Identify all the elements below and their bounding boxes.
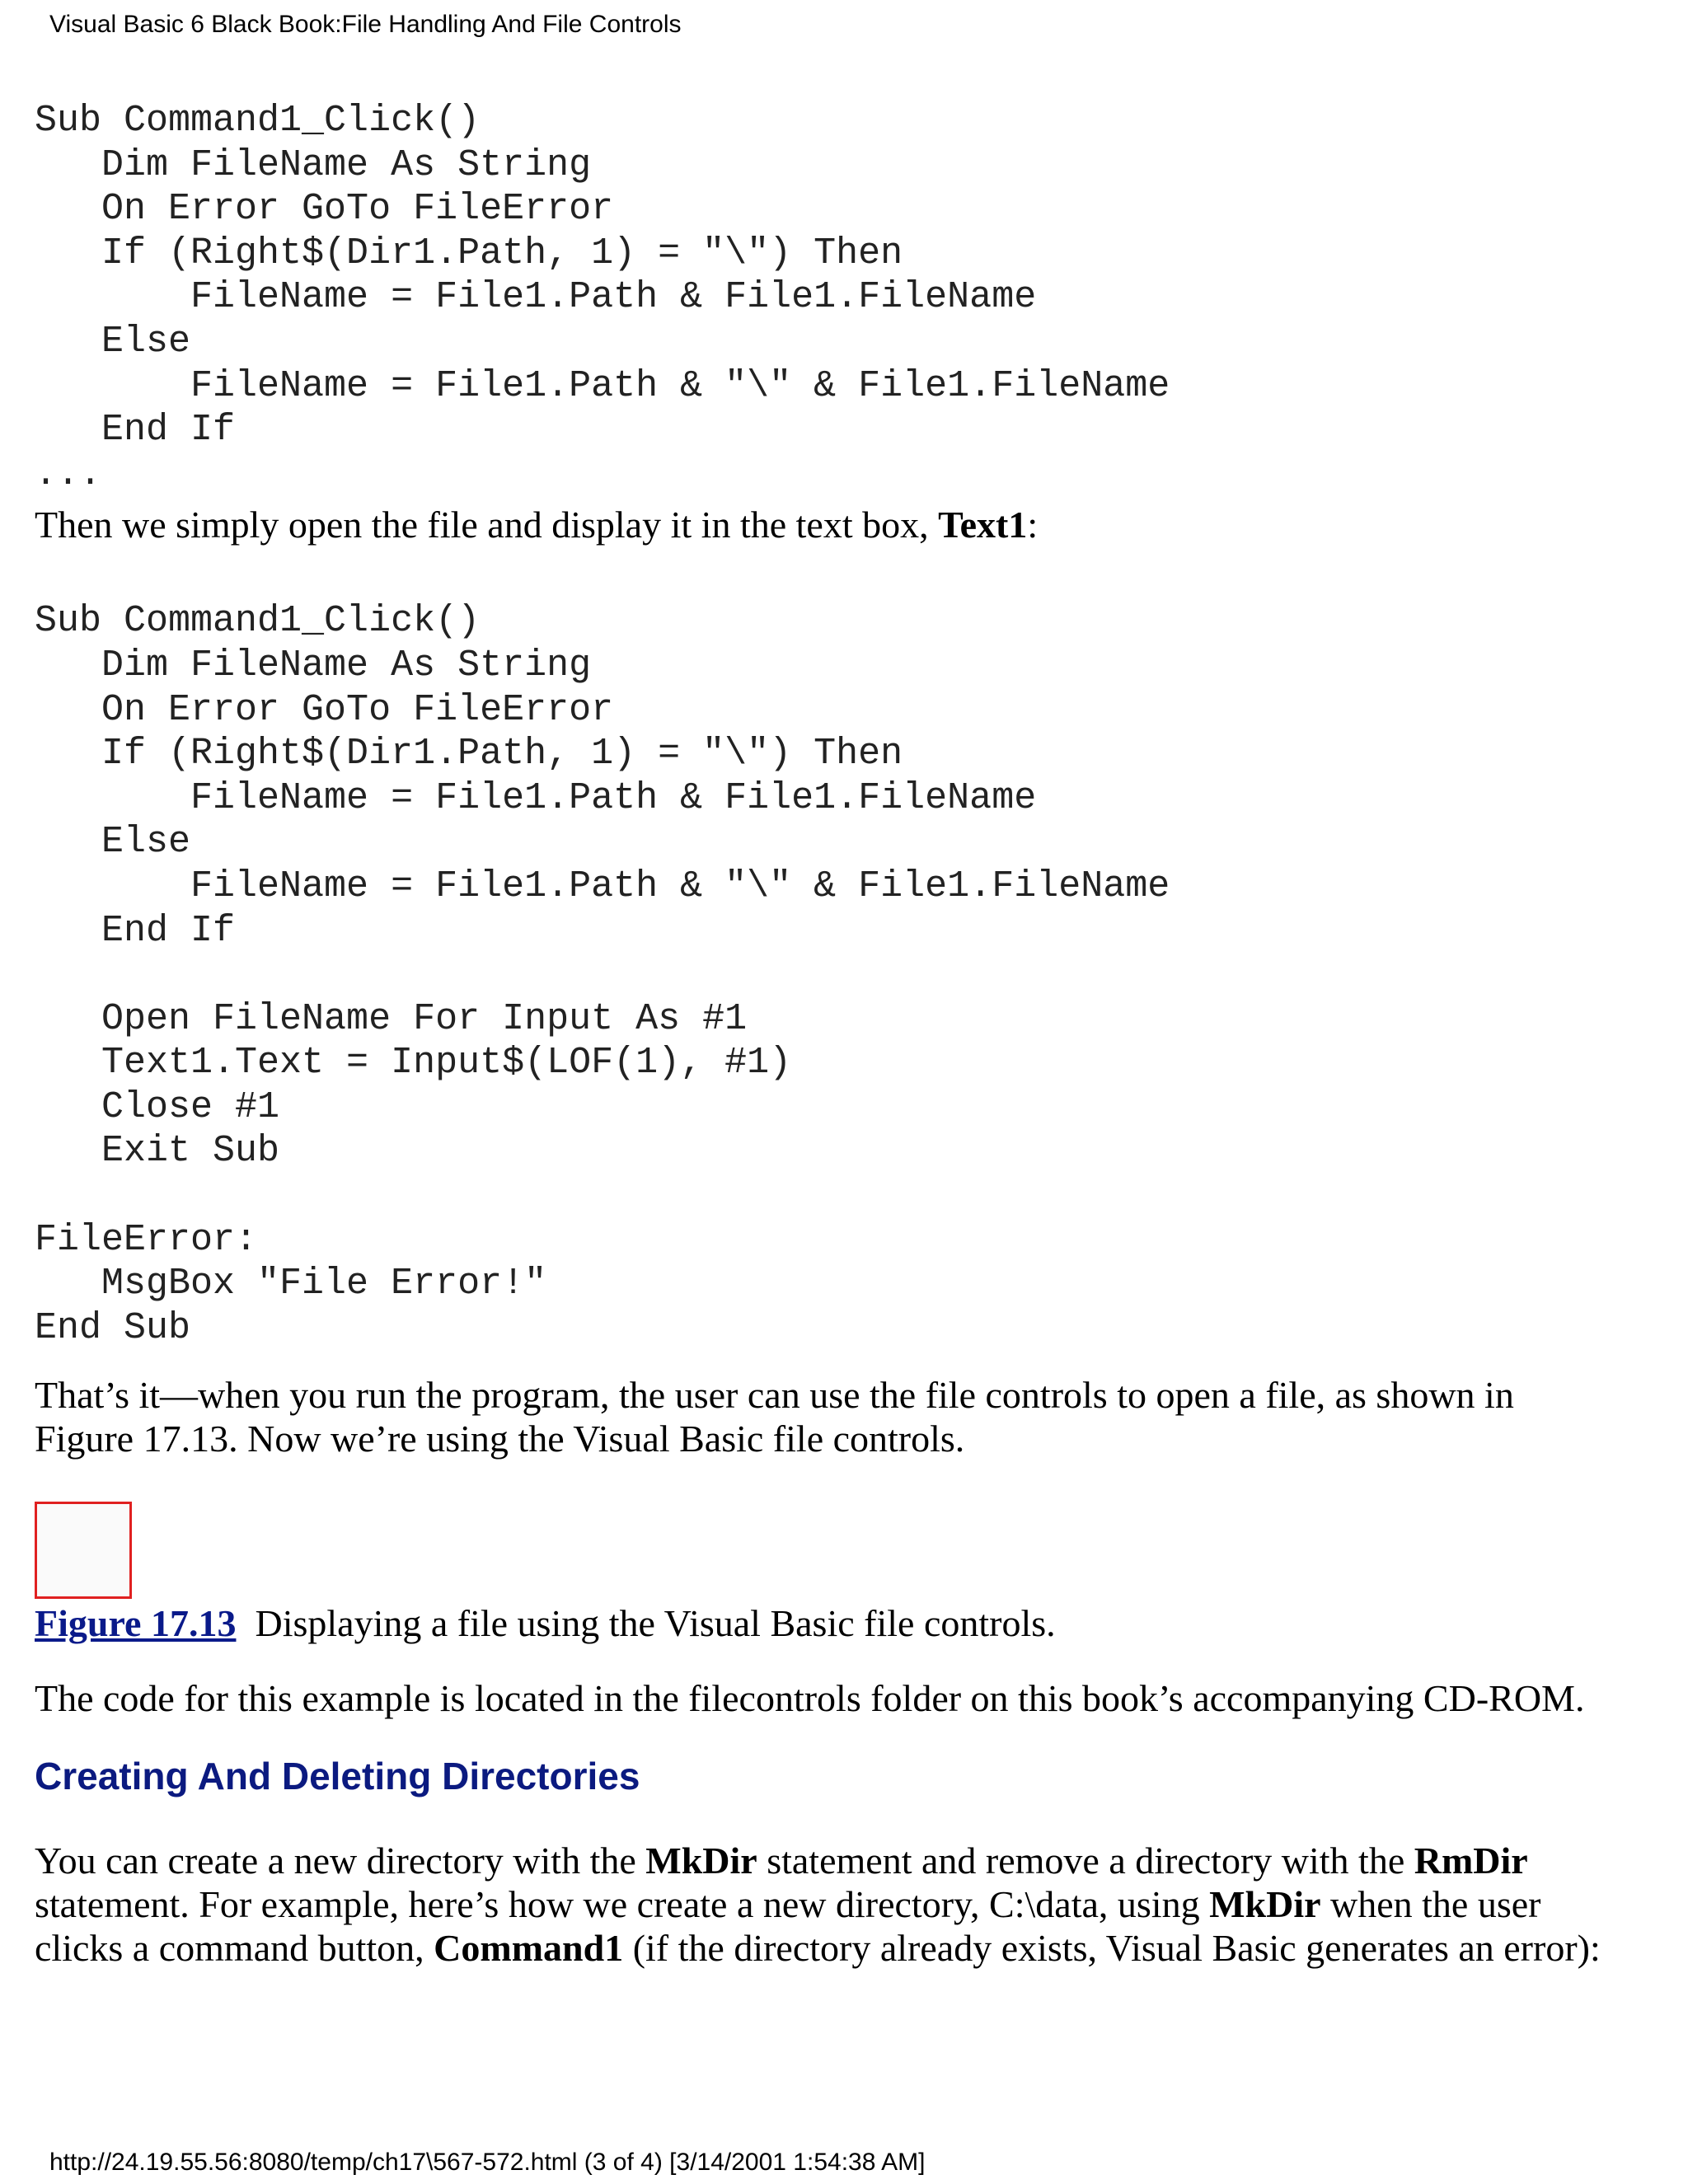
mkdir-text-1: You can create a new directory with the bbox=[35, 1840, 646, 1882]
paragraph-run-program-line-2: Figure 17.13. Now we’re using the Visual Basic file controls. bbox=[35, 1418, 965, 1460]
paragraph-mkdir bbox=[35, 1839, 1667, 1970]
mkdir-text-4: when the user bbox=[1320, 1883, 1541, 1926]
text1-keyword: Text1 bbox=[938, 504, 1028, 546]
broken-image-icon bbox=[35, 1502, 132, 1599]
paragraph-open-file-tail: : bbox=[1027, 504, 1039, 546]
document-body bbox=[35, 99, 1667, 1970]
section-heading: Creating And Deleting Directories bbox=[35, 1755, 640, 1798]
code-block-2: Sub Command1_Click() Dim FileName As String On Error GoTo FileError If (Right$(Dir1.Path, 1) = "\") Then FileName = File1.Path & File1.FileName Else FileName = File1.Path & "\" & File1.FileName End If Open FileName For Input As #1 Text1.Text = Input$(LOF(1), #1) Close #1 Exit Sub FileError: MsgBox "File Error!" End Sub bbox=[35, 600, 1170, 1349]
mkdir-text-6: (if the directory already exists, Visual Basic generates an error): bbox=[623, 1927, 1601, 1970]
figure-17-13-link[interactable]: Figure 17.13 bbox=[35, 1602, 237, 1645]
paragraph-run-program-line-1: That’s it—when you run the program, the user can use the file controls to open a file, as shown in bbox=[35, 1374, 1514, 1417]
mkdir-keyword: MkDir bbox=[645, 1840, 757, 1882]
page-header-title: Visual Basic 6 Black Book:File Handling And File Controls bbox=[49, 11, 682, 38]
command1-keyword: Command1 bbox=[434, 1927, 624, 1970]
paragraph-code-location: The code for this example is located in the filecontrols folder on this book’s accompanying CD-ROM. bbox=[35, 1677, 1585, 1720]
mkdir-text-3: statement. For example, here’s how we create a new directory, C:\data, using bbox=[35, 1883, 1210, 1926]
mkdir-text-5: clicks a command button, bbox=[35, 1927, 434, 1970]
paragraph-run-program bbox=[35, 1373, 1667, 1460]
page-footer-url: http://24.19.55.56:8080/temp/ch17\567-572.html (3 of 4) [3/14/2001 1:54:38 AM] bbox=[49, 2149, 926, 2176]
paragraph-open-file bbox=[35, 503, 1667, 546]
rmdir-keyword: RmDir bbox=[1414, 1840, 1528, 1882]
code-block-1: Sub Command1_Click() Dim FileName As String On Error GoTo FileError If (Right$(Dir1.Path, 1) = "\") Then FileName = File1.Path & File1.FileName Else FileName = File1.Path & "\" & File1.FileName End If ... bbox=[35, 100, 1170, 495]
mkdir-keyword-2: MkDir bbox=[1209, 1883, 1321, 1926]
figure-caption-text: Displaying a file using the Visual Basic file controls. bbox=[255, 1602, 1056, 1645]
paragraph-open-file-text: Then we simply open the file and display it in the text box, bbox=[35, 504, 939, 546]
figure-caption bbox=[35, 1601, 1667, 1647]
mkdir-text-2: statement and remove a directory with the bbox=[757, 1840, 1414, 1882]
